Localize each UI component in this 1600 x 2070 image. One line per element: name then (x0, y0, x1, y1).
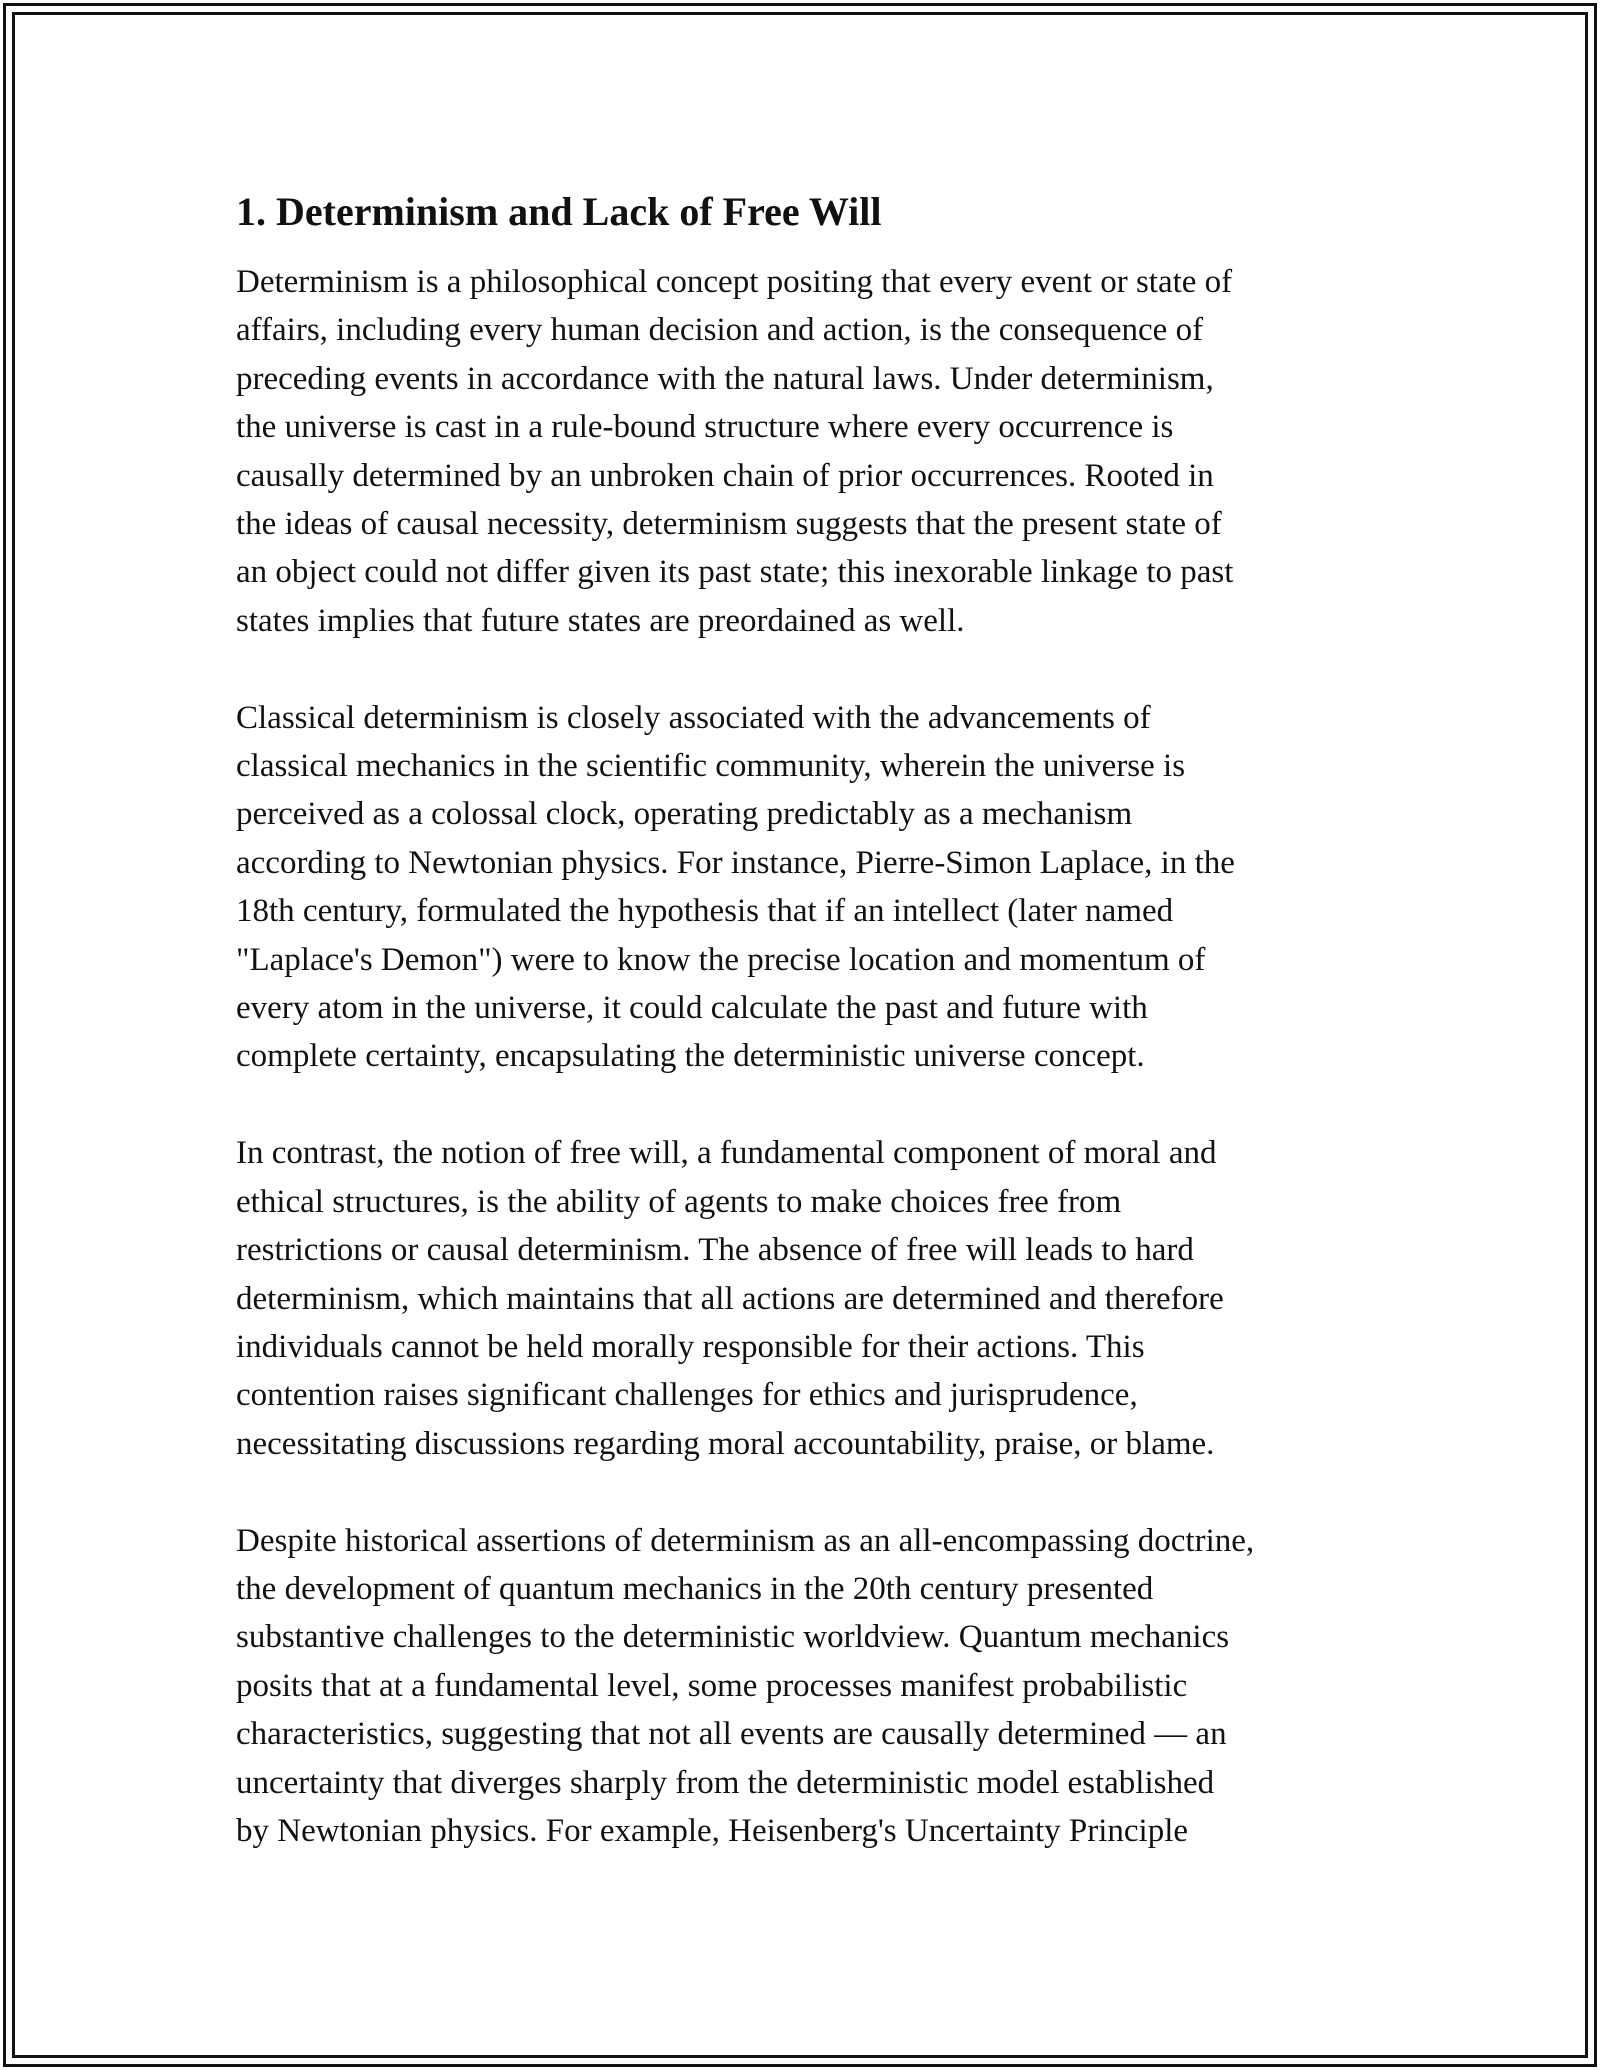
text-line: every atom in the universe, it could calculate the past and future with (236, 990, 1148, 1027)
text-line: posits that at a fundamental level, some processes manifest probabilistic (236, 1667, 1188, 1704)
text-line: ethical structures, is the ability of agents to make choices free from (236, 1183, 1122, 1220)
text-line: the development of quantum mechanics in the 20th century presented (236, 1570, 1154, 1607)
text-line: Classical determinism is closely associated with the advancements of (236, 699, 1151, 736)
text-line: Despite historical assertions of determinism as an all-encompassing doctrine, (236, 1522, 1255, 1559)
text-line: determinism, which maintains that all actions are determined and therefore (236, 1280, 1224, 1317)
text-line: states implies that future states are preordained as well. (236, 602, 965, 639)
text-line: according to Newtonian physics. For instance, Pierre-Simon Laplace, in the (236, 844, 1235, 881)
text-line: the universe is cast in a rule-bound structure where every occurrence is (236, 409, 1174, 446)
paragraph-determinism-definition (236, 258, 1376, 645)
text-line: Determinism is a philosophical concept positing that every event or state of (236, 264, 1233, 300)
text-line: an object could not differ given its past state; this inexorable linkage to past (236, 554, 1234, 591)
text-line: perceived as a colossal clock, operating predictably as a mechanism (236, 796, 1133, 833)
text-line: causally determined by an unbroken chain of prior occurrences. Rooted in (236, 457, 1214, 494)
text-line: complete certainty, encapsulating the deterministic universe concept. (236, 1038, 1145, 1075)
text-line: classical mechanics in the scientific community, wherein the universe is (236, 748, 1186, 785)
text-line: characteristics, suggesting that not all events are causally determined — an (236, 1716, 1227, 1753)
section-heading: 1. Determinism and Lack of Free Will (236, 189, 882, 234)
text-line: preceding events in accordance with the natural laws. Under determinism, (236, 360, 1214, 397)
paragraph-free-will (236, 1129, 1376, 1468)
text-line: uncertainty that diverges sharply from the deterministic model established (236, 1764, 1215, 1801)
text-line: substantive challenges to the deterministic worldview. Quantum mechanics (236, 1619, 1230, 1656)
text-line: restrictions or causal determinism. The absence of free will leads to hard (236, 1232, 1194, 1269)
text-line: In contrast, the notion of free will, a fundamental component of moral and (236, 1135, 1217, 1172)
document-body (236, 186, 1376, 1904)
text-line: 18th century, formulated the hypothesis that if an intellect (later named (236, 893, 1174, 930)
text-line: "Laplace's Demon") were to know the precise location and momentum of (236, 941, 1206, 978)
text-line: contention raises significant challenges for ethics and jurisprudence, (236, 1377, 1138, 1414)
text-line: affairs, including every human decision and action, is the consequence of (236, 312, 1204, 349)
text-line: individuals cannot be held morally responsible for their actions. This (236, 1328, 1145, 1365)
text-line: necessitating discussions regarding moral accountability, praise, or blame. (236, 1425, 1215, 1462)
paragraph-quantum-mechanics (236, 1517, 1376, 1856)
text-line: by Newtonian physics. For example, Heisenberg's Uncertainty Principle (236, 1812, 1189, 1849)
paragraph-classical-determinism (236, 694, 1376, 1081)
text-line: the ideas of causal necessity, determinism suggests that the present state of (236, 506, 1222, 543)
